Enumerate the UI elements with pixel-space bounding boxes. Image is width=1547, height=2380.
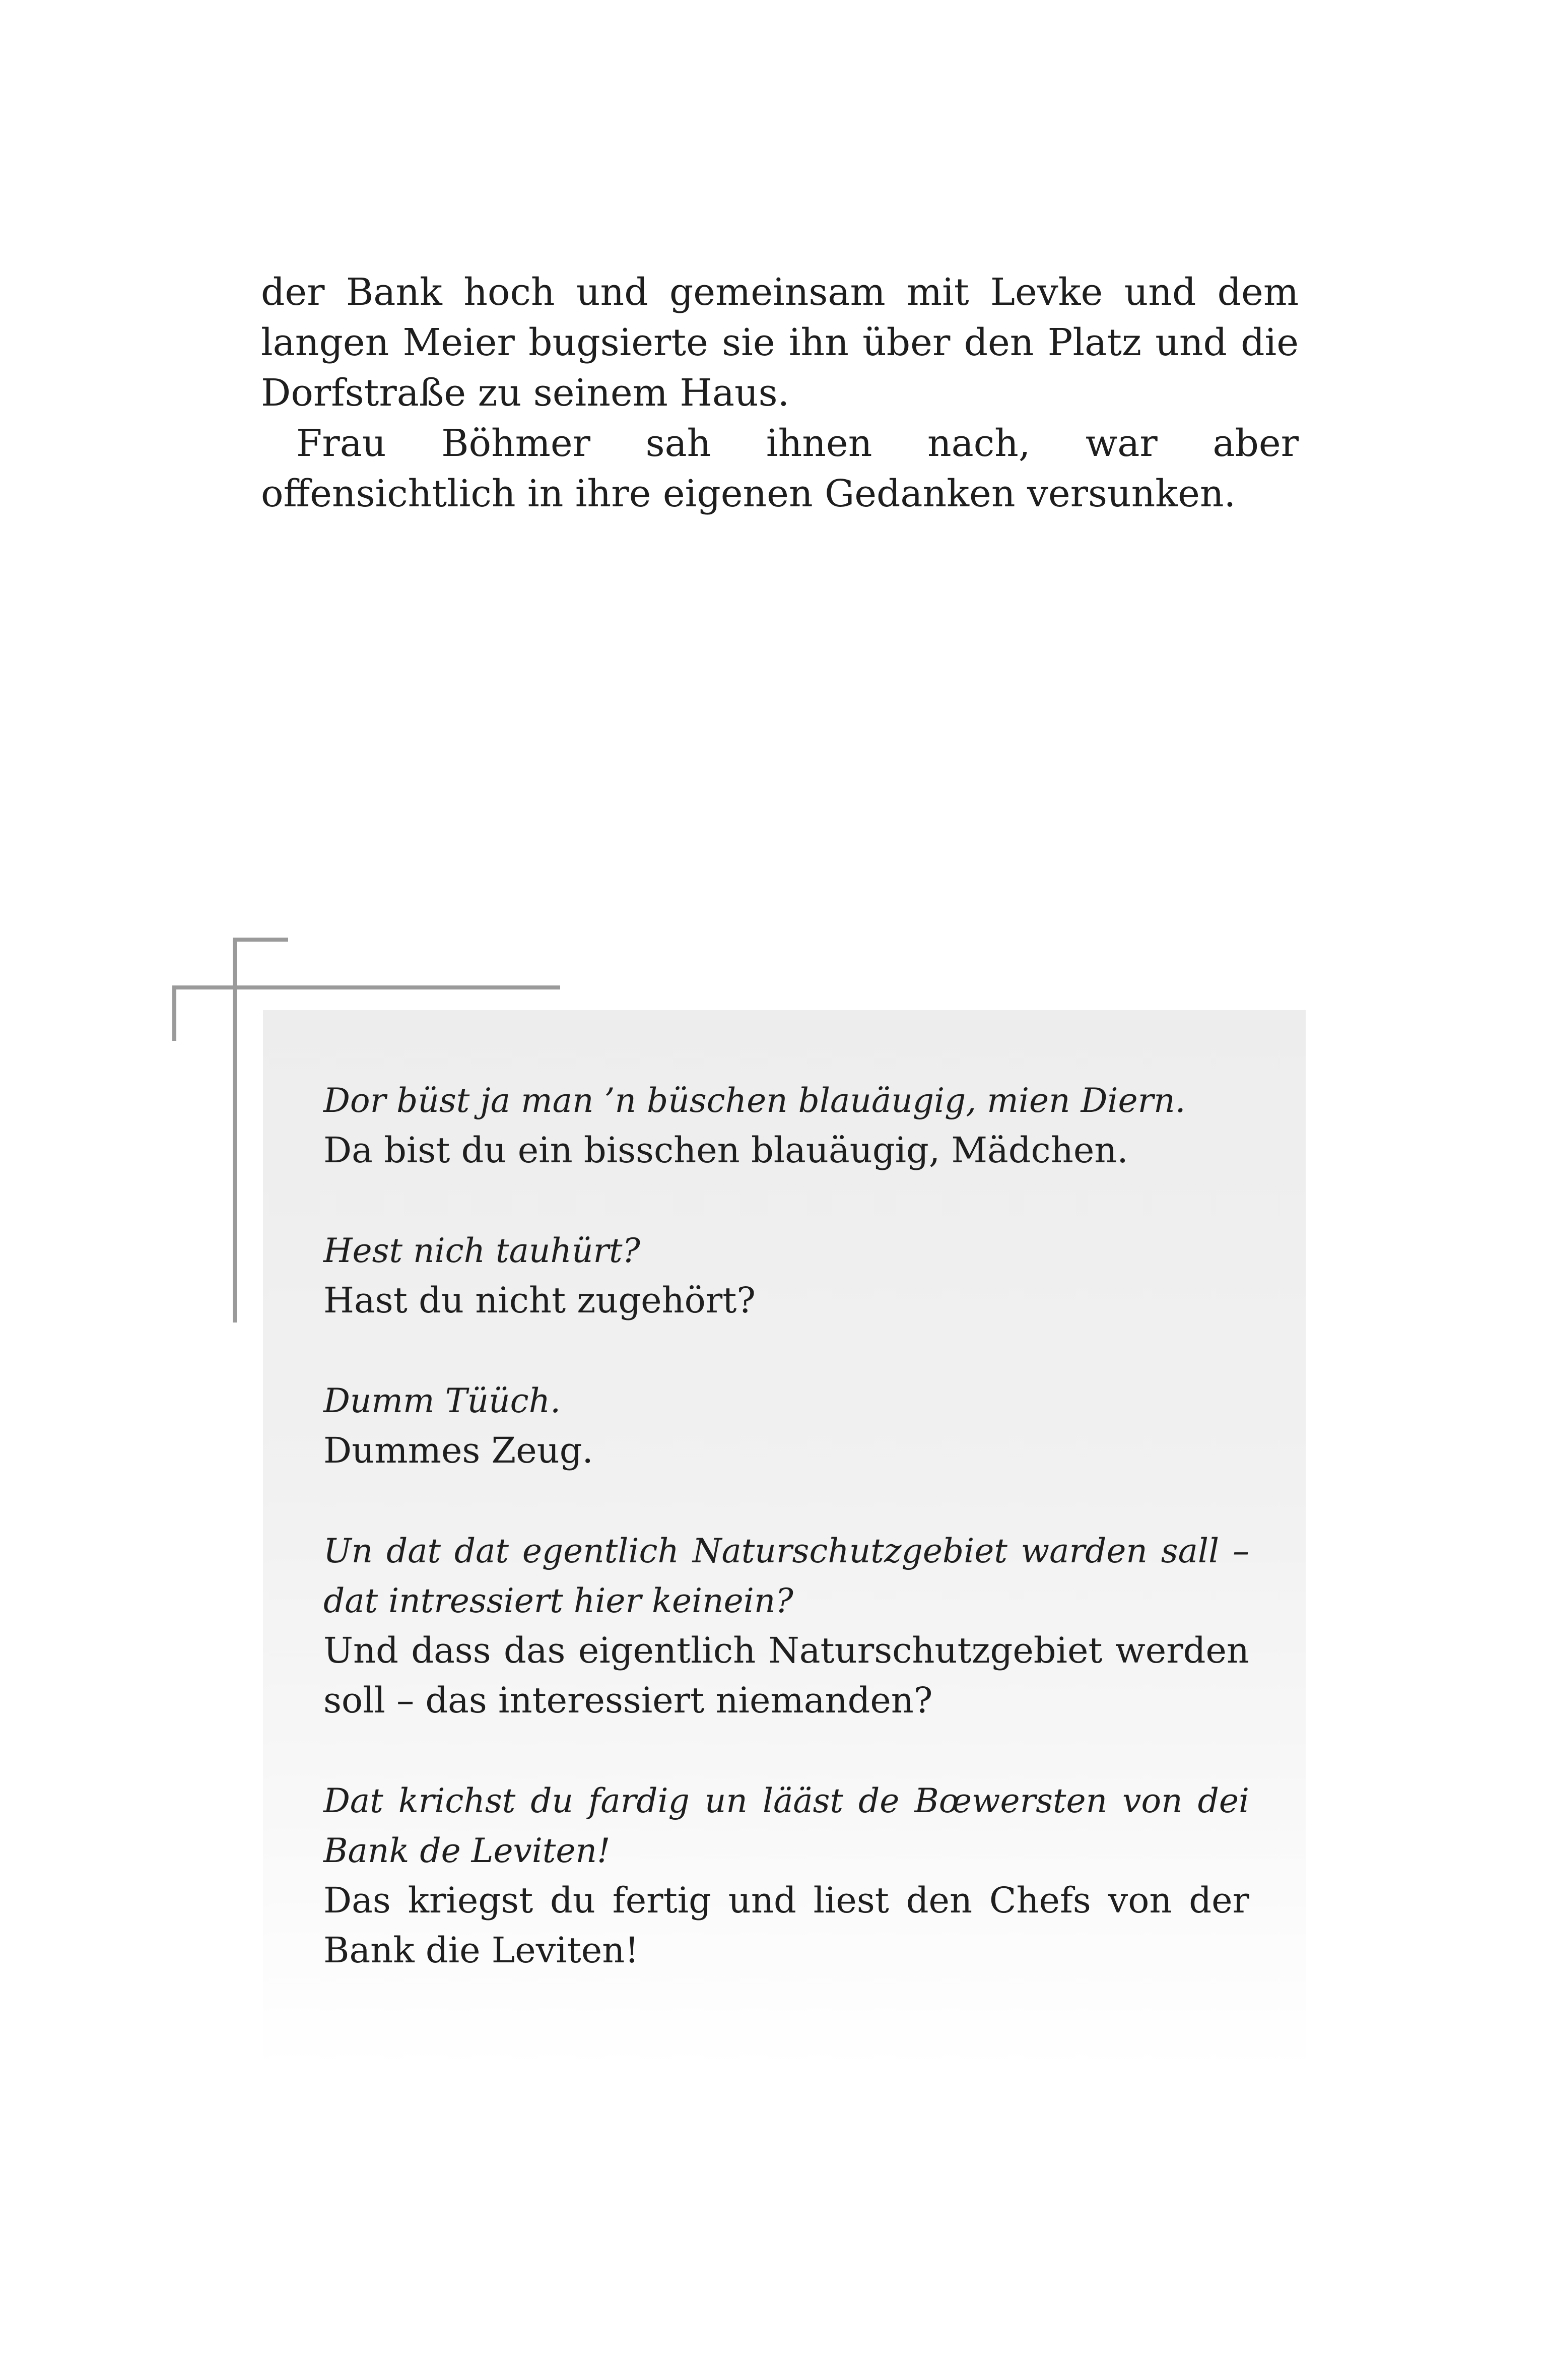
decorative-corner-line [233,940,237,1323]
hochdeutsch-translation: Dummes Zeug. [323,1430,593,1471]
hochdeutsch-translation: Das kriegst du fertig und liest den Chefs von der Bank die Leviten! [323,1880,1249,1971]
glossary-entry [323,1376,1249,1476]
glossary-list [323,1076,1249,2026]
body-paragraph-1: der Bank hoch und gemeinsam mit Levke und dem langen Meier bugsierte sie ihn über den Platz und die Dorfstraße zu seinem Haus. [261,271,1299,415]
glossary-box [263,1010,1306,2071]
body-text [261,267,1299,519]
body-paragraph-2: Frau Böhmer sah ihnen nach, war aber offensichtlich in ihre eigenen Gedanken versunken. [261,422,1299,515]
plattdeutsch-phrase: Hest nich tauhürt? [323,1231,640,1270]
plattdeutsch-phrase: Dumm Tüüch. [323,1381,561,1420]
hochdeutsch-translation: Da bist du ein bisschen blauäugig, Mädchen. [323,1130,1128,1171]
decorative-corner-line [233,938,288,942]
hochdeutsch-translation: Und dass das eigentlich Naturschutzgebiet werden soll – das interessiert niemanden? [323,1630,1249,1721]
hochdeutsch-translation: Hast du nicht zugehört? [323,1280,756,1321]
plattdeutsch-phrase: Un dat dat egentlich Naturschutzgebiet warden sall – dat intressiert hier keinein? [323,1532,1249,1620]
plattdeutsch-phrase: Dor büst ja man ’n büschen blauäugig, mien Diern. [323,1081,1186,1120]
glossary-entry [323,1776,1249,1975]
plattdeutsch-phrase: Dat krichst du fardig un lääst de Bœwersten von dei Bank de Leviten! [323,1781,1249,1870]
decorative-corner-line [172,985,176,1041]
glossary-entry [323,1526,1249,1726]
glossary-entry [323,1076,1249,1175]
decorative-corner-line [172,985,560,989]
glossary-entry [323,1226,1249,1326]
